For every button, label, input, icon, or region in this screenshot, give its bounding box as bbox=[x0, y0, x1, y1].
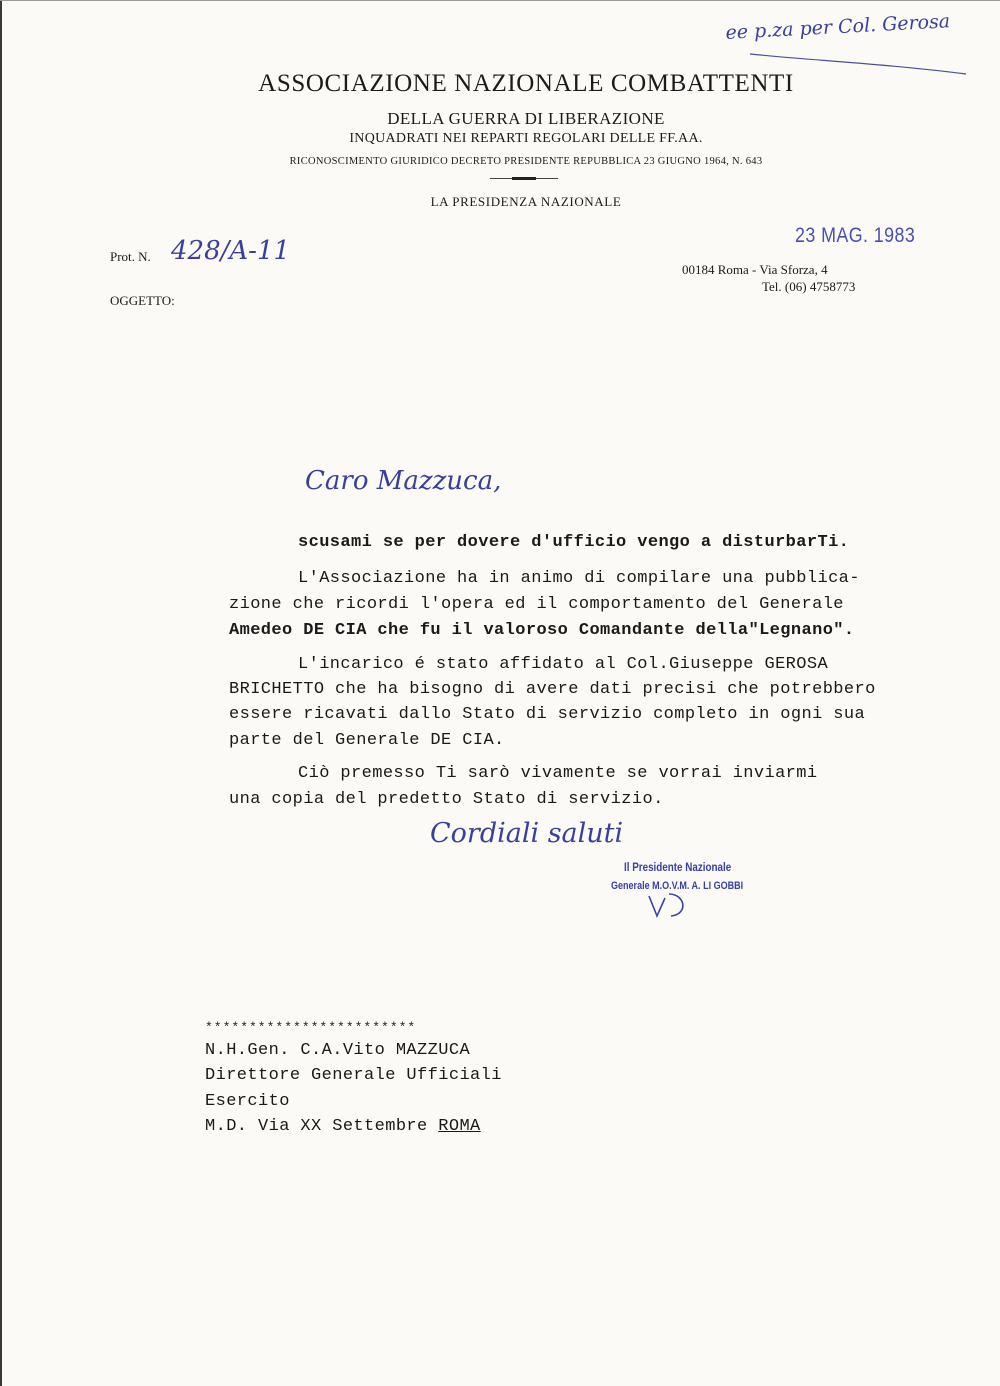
body-line: essere ricavati dallo Stato di servizio completo in ogni sua bbox=[229, 705, 866, 724]
letterhead-subtitle-2: INQUADRATI NEI REPARTI REGOLARI DELLE FF.AA. bbox=[349, 131, 703, 146]
body-line: L'incarico é stato affidato al Col.Giuseppe GEROSA bbox=[298, 655, 829, 674]
signature-initials bbox=[645, 888, 695, 924]
addressee-city: ROMA bbox=[438, 1117, 481, 1136]
letterhead-presidency: LA PRESIDENZA NAZIONALE bbox=[430, 194, 622, 209]
addressee-line: Esercito bbox=[205, 1092, 290, 1111]
addressee-separator: ************************ bbox=[205, 1020, 417, 1035]
subject-label: OGGETTO: bbox=[110, 293, 175, 308]
date-stamp: 23 MAG. 1983 bbox=[795, 224, 916, 247]
letterhead-legal-recognition: RICONOSCIMENTO GIURIDICO DECRETO PRESIDENTE REPUBBLICA 23 GIUGNO 1964, N. 643 bbox=[289, 156, 763, 167]
letterhead-subtitle-1: DELLA GUERRA DI LIBERAZIONE bbox=[387, 109, 665, 128]
addressee-street: M.D. Via XX Settembre bbox=[205, 1117, 439, 1136]
handwritten-note: ee p.za per Col. Gerosa bbox=[725, 10, 951, 44]
scan-edge-top bbox=[0, 0, 1000, 1]
body-line: zione che ricordi l'opera ed il comportamento del Generale bbox=[229, 595, 844, 614]
addressee-line: N.H.Gen. C.A.Vito MAZZUCA bbox=[205, 1041, 471, 1060]
addressee-line bbox=[205, 1117, 481, 1136]
body-line: parte del Generale DE CIA. bbox=[229, 731, 505, 750]
letterhead-divider-center bbox=[512, 177, 536, 180]
body-paragraph-1: scusami se per dovere d'ufficio vengo a disturbarTi. bbox=[298, 533, 850, 552]
addressee-line: Direttore Generale Ufficiali bbox=[205, 1066, 502, 1085]
protocol-label: Prot. N. bbox=[110, 249, 151, 264]
sender-address: 00184 Roma - Via Sforza, 4 bbox=[682, 262, 828, 277]
protocol-number: 428/A-11 bbox=[171, 236, 291, 266]
body-line: una copia del predetto Stato di servizio. bbox=[229, 790, 664, 809]
body-line: Ciò premesso Ti sarò vivamente se vorrai inviarmi bbox=[298, 764, 818, 783]
salutation: Caro Mazzuca, bbox=[305, 466, 502, 496]
letterhead-title: ASSOCIAZIONE NAZIONALE COMBATTENTI bbox=[258, 70, 794, 97]
body-line: Amedeo DE CIA che fu il valoroso Comandante della"Legnano". bbox=[229, 621, 855, 640]
handwritten-closing: Cordiali saluti bbox=[430, 818, 624, 849]
signatory-title: Il Presidente Nazionale bbox=[624, 860, 732, 874]
body-line: BRICHETTO che ha bisogno di avere dati precisi che potrebbero bbox=[229, 680, 876, 699]
body-line: L'Associazione ha in animo di compilare una pubblica- bbox=[298, 569, 860, 588]
sender-telephone: Tel. (06) 4758773 bbox=[762, 279, 856, 294]
signatory-name: Generale M.O.V.M. A. LI GOBBI bbox=[611, 880, 744, 892]
